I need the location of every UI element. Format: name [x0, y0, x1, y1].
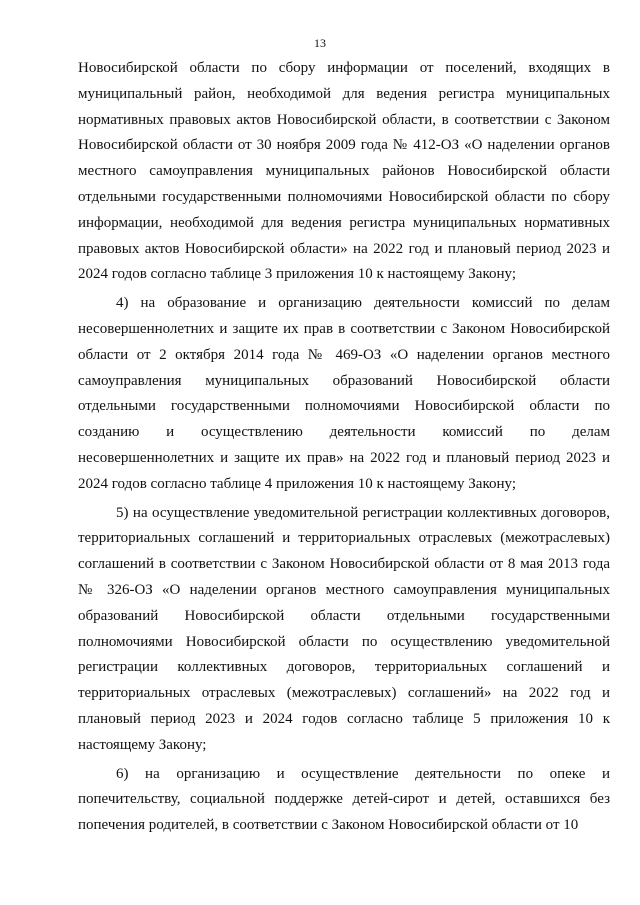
document-body	[78, 56, 610, 839]
paragraph-item-5: 5) на осуществление уведомительной регистрации коллективных договоров, территориальных соглашений и территориальных отраслевых (межотраслевых) соглашений в соответствии с Законом Новосибирской области от 8 мая 2013 года № 326-ОЗ «О наделении органов местного самоуправления муниципальных образований Новосибирской области отдельными государственными полномочиями Новосибирской области по осуществлению уведомительной регистрации коллективных договоров, территориальных соглашений и территориальных отраслевых (межотраслевых) соглашений» на 2022 год и плановый период 2023 и 2024 годов согласно таблице 5 приложения 10 к настоящему Закону;	[78, 504, 610, 753]
paragraph-continuation: Новосибирской области по сбору информации от поселений, входящих в муниципальный район, необходимой для ведения регистра муниципальных нормативных правовых актов Новосибирской области, в соответствии с Законом Новосибирской области от 30 ноября 2009 года № 412-ОЗ «О наделении органов местного самоуправления муниципальных районов Новосибирской области отдельными государственными полномочиями Новосибирской области по сбору информации, необходимой для ведения регистра муниципальных нормативных правовых актов Новосибирской области» на 2022 год и плановый период 2023 и 2024 годов согласно таблице 3 приложения 10 к настоящему Закону;	[78, 60, 610, 283]
page-number: 13	[314, 36, 326, 50]
paragraph-item-6: 6) на организацию и осуществление деятельности по опеке и попечительству, социальной поддержке детей-сирот и детей, оставшихся без попечения родителей, в соответствии с Законом Новосибирской области от 10	[78, 765, 610, 834]
paragraph-item-4: 4) на образование и организацию деятельности комиссий по делам несовершеннолетних и защите их прав в соответствии с Законом Новосибирской области от 2 октября 2014 года № 469-ОЗ «О наделении органов местного самоуправления муниципальных образований Новосибирской области отдельными государственными полномочиями Новосибирской области по созданию и осуществлению деятельности комиссий по делам несовершеннолетних и защите их прав» на 2022 год и плановый период 2023 и 2024 годов согласно таблице 4 приложения 10 к настоящему Закону;	[78, 295, 610, 492]
